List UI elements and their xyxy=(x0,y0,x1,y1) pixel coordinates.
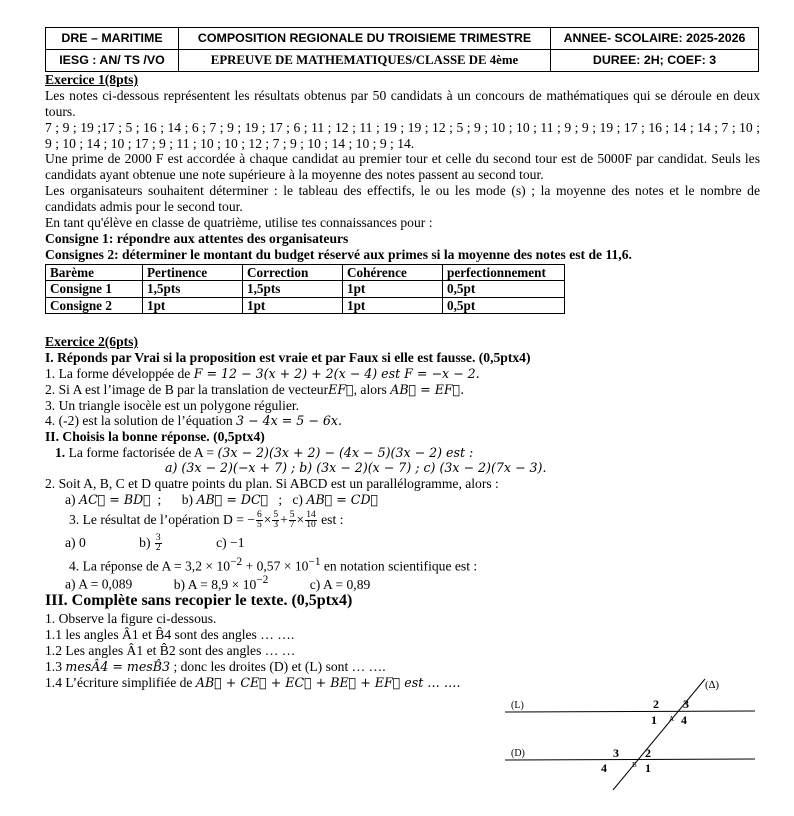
option-a: a) A = 0,089 xyxy=(65,576,133,592)
header-dre: DRE – MARITIME xyxy=(46,28,179,50)
option-c-vectors: AB⃗ = CD⃗ xyxy=(306,491,379,507)
fraction: $\frac{6}{5}$ xyxy=(256,509,262,531)
angle-b4: 4 xyxy=(601,761,607,775)
part3-text: est … …. xyxy=(404,674,461,690)
part2-q4-text3: en notation scientifique est : xyxy=(320,558,478,574)
angle-a2: 2 xyxy=(653,697,659,711)
angle: B̂4 xyxy=(155,627,172,643)
part1-q2-text: 2. Si A est l’image de B par la translation de vecteur xyxy=(45,381,329,397)
angle: Â1 xyxy=(122,627,139,643)
grading-row xyxy=(46,297,565,313)
option-c-label: c) xyxy=(292,491,307,507)
consigne-1: Consigne 1: répondre aux attentes des organisateurs xyxy=(45,230,349,246)
option-b-label: b) xyxy=(181,491,197,507)
part2-q4-text: 4. La réponse de A = 3,2 × 10 xyxy=(69,558,231,574)
grading-header: Correction xyxy=(243,264,343,280)
header-school-year: ANNEE- SCOLAIRE: 2025-2026 xyxy=(551,28,759,50)
grading-row xyxy=(46,281,565,297)
option-c: c) A = 0,89 xyxy=(309,576,371,592)
grading-cell: 1,5pts xyxy=(243,281,343,297)
label-l: (L) xyxy=(511,700,524,711)
fraction: $\frac{5}{7}$ xyxy=(289,509,295,531)
part1-q4-text: 4. (-2) est la solution de l’équation xyxy=(45,413,237,429)
part1-q4-math: 3 − 4x = 5 − 6x. xyxy=(236,413,342,429)
part1-q1-math: F = 12 − 3(x + 2) + 2(x − 4) est F = −x − 2. xyxy=(193,365,480,381)
header-iesg: IESG : AN/ TS /VO xyxy=(46,50,179,72)
angle-a1: 1 xyxy=(651,713,657,727)
exponent: −2 xyxy=(256,574,269,587)
angle-b3: 3 xyxy=(613,746,619,760)
grading-cell: 1pt xyxy=(343,297,443,313)
grading-header: Cohérence xyxy=(343,264,443,280)
label-d: (D) xyxy=(511,748,525,759)
option-b-label: b) xyxy=(139,534,154,550)
grading-header: Barème xyxy=(46,264,143,280)
header-table xyxy=(45,27,759,72)
grading-cell: 1pt xyxy=(343,281,443,297)
angle-a3: 3 xyxy=(683,697,689,711)
vector-equation: AB⃗ = EF⃗. xyxy=(390,381,465,397)
part3-text: 1.1 les angles xyxy=(45,627,123,643)
part1-q4 xyxy=(45,413,760,429)
header-composition: COMPOSITION REGIONALE DU TROISIEME TRIMESTRE xyxy=(179,28,551,50)
part2-q3-text: 3. Le résultat de l’opération D = − xyxy=(69,511,255,527)
label-b: B xyxy=(632,761,637,769)
grading-cell: 1pt xyxy=(243,297,343,313)
grading-cell: 0,5pt xyxy=(443,281,565,297)
angle-equation: mesÂ4 = mesB̂3 xyxy=(65,658,171,674)
part2-q1-options: a) (3x − 2)(−x + 7) ; b) (3x − 2)(x − 7) ; c) (3x − 2)(7x − 3). xyxy=(165,460,547,476)
part3-text: ; donc les droites (D) et (L) sont … …. xyxy=(170,658,386,674)
exercise2-title: Exercice 2(6pts) xyxy=(45,334,138,349)
exponent: −1 xyxy=(308,555,321,568)
option-a-vectors: AC⃗ = BD⃗ xyxy=(78,491,151,507)
part2-q3-options xyxy=(65,534,760,554)
option-b-vectors: AB⃗ = DC⃗ xyxy=(196,491,269,507)
line-l xyxy=(505,711,755,712)
grading-cell: Consigne 2 xyxy=(46,297,143,313)
part3-text: et xyxy=(138,627,156,643)
label-a: A xyxy=(669,715,675,723)
part3-l3 xyxy=(45,643,760,659)
part1-q3: 3. Un triangle isocèle est un polygone régulier. xyxy=(45,397,300,413)
header-duration: DUREE: 2H; COEF: 3 xyxy=(551,50,759,72)
part1-q2 xyxy=(45,382,760,398)
part3-l2 xyxy=(45,627,760,643)
part3-text: sont des angles … …. xyxy=(171,627,295,643)
header-subject: EPREUVE DE MATHEMATIQUES/CLASSE DE 4ème xyxy=(179,50,551,72)
part2-q1-text: La forme factorisée de A = xyxy=(65,445,218,461)
grading-header: Pertinence xyxy=(143,264,243,280)
grading-cell: 1,5pts xyxy=(143,281,243,297)
exercise1-title: Exercice 1(8pts) xyxy=(45,72,138,87)
exercise1-intro: Les notes ci-dessous représentent les résultats obtenus par 50 candidats à un concours de mathématiques qui se déroule en deux tours. xyxy=(45,87,760,119)
part1-q1 xyxy=(45,366,760,382)
part2-title: II. Choisis la bonne réponse. (0,5ptx4) xyxy=(45,429,265,445)
grading-header: perfectionnement xyxy=(443,264,565,280)
angle: B̂2 xyxy=(159,642,176,658)
angle: Â1 xyxy=(126,642,144,658)
part1-q1-text: 1. La forme développée de xyxy=(45,365,194,381)
grading-cell: Consigne 1 xyxy=(46,281,143,297)
option-a: a) 0 xyxy=(65,534,86,550)
fraction: $\frac{14}{10}$ xyxy=(306,509,316,531)
consigne-2: Consignes 2: déterminer le montant du budget réservé aux primes si la moyenne des notes est de 11,6. xyxy=(45,246,632,262)
angle-a4: 4 xyxy=(681,713,687,727)
vector-sum: AB⃗ + CE⃗ + EC⃗ + BE⃗ + EF⃗ xyxy=(195,674,405,690)
option-a-label: a) xyxy=(65,491,79,507)
part3-text: 1.4 L’écriture simplifiée de xyxy=(45,674,196,690)
part2-q2-options: a) AC⃗ = BD⃗ ; b) AB⃗ = DC⃗ ; c) AB⃗ = CD⃗ xyxy=(65,491,379,507)
part2-q4 xyxy=(69,556,760,574)
parallel-lines-figure xyxy=(505,675,760,805)
part3-title: III. Complète sans recopier le texte. (0,5ptx4) xyxy=(45,592,353,610)
exercise1-goals: Les organisateurs souhaitent déterminer : le tableau des effectifs, le ou les mode (s) ; la moyenne des notes et le nombre de candidats admis pour le second tour. xyxy=(45,183,760,215)
fraction: $\frac{5}{3}$ xyxy=(273,509,279,531)
fraction: $\frac{3}{2}$ xyxy=(155,532,161,554)
part2-q3-end: est : xyxy=(317,511,344,527)
part2-q1-math: (3x − 2)(3x + 2) − (4x − 5)(3x − 2) est : xyxy=(217,445,474,461)
exercise1-instruction: En tant qu'élève en classe de quatrième, utilise tes connaissances pour : xyxy=(45,215,433,231)
exponent: −2 xyxy=(230,555,243,568)
part2-q4-options xyxy=(65,574,760,592)
option-b: b) A = 8,9 × 10 xyxy=(173,576,257,592)
grading-cell: 1pt xyxy=(143,297,243,313)
exam-page xyxy=(45,27,760,691)
part3-l4 xyxy=(45,659,760,675)
part3-text: 1.3 xyxy=(45,658,66,674)
part1-q2-text2: , alors xyxy=(353,381,391,397)
part2-q3: 3. Le résultat de l’opération D = − $\frac{6}{5}$ × $\frac{5}{3}$ + $\frac{5}{7}$ × $\frac{14}{10}$ est : xyxy=(69,509,344,531)
line-delta xyxy=(613,679,705,790)
line-d xyxy=(505,759,755,760)
grading-cell: 0,5pt xyxy=(443,297,565,313)
part1-title: I. Réponds par Vrai si la proposition est vraie et par Faux si elle est fausse. (0,5ptx4) xyxy=(45,349,531,365)
part3-text: 1.2 Les angles xyxy=(45,642,127,658)
exercise1-prize: Une prime de 2000 F est accordée à chaque candidat au premier tour et celle du second tour est de 5000F par candidat. Seuls les candidats ayant obtenue une note supérieure à la moyenne des notes passent au second tour. xyxy=(45,151,760,183)
label-delta: (∆) xyxy=(705,679,720,691)
part2-q4-text2: + 0,57 × 10 xyxy=(242,558,309,574)
grading-header-row xyxy=(46,264,565,280)
vector-ef: EF⃗ xyxy=(328,381,354,397)
part2-q1 xyxy=(55,445,760,461)
option-c: c) −1 xyxy=(216,534,245,550)
part3-text: sont des angles … … xyxy=(175,642,296,658)
part3-l1: 1. Observe la figure ci-dessous. xyxy=(45,611,217,627)
part3-text: et xyxy=(143,642,160,658)
angle-b2: 2 xyxy=(645,746,651,760)
grading-table xyxy=(45,264,565,314)
exercise1-scores: 7 ; 9 ; 19 ;17 ; 5 ; 16 ; 14 ; 6 ; 7 ; 9 ; 19 ; 17 ; 6 ; 11 ; 12 ; 11 ; 19 ; 19 ; 12 ; 5 ; 9 ; 10 ; 10 ; 11 ; 9 ; 9 ; 19 ; 17 ; 16 ; 14 ; 14 ; 7 ; 10 ; 9 ; 10 ; 14 ; 10 ; 17 ; 9 ; 11 ; 10 ; 10 ; 12 ; 7 ; 9 ; 10 ; 14 ; 10 ; 9 ; 14. xyxy=(45,119,760,151)
part2-q2: 2. Soit A, B, C et D quatre points du plan. Si ABCD est un parallélogramme, alors : xyxy=(45,475,499,491)
angle-b1: 1 xyxy=(645,761,651,775)
part2-q1-number: 1. xyxy=(55,445,66,461)
